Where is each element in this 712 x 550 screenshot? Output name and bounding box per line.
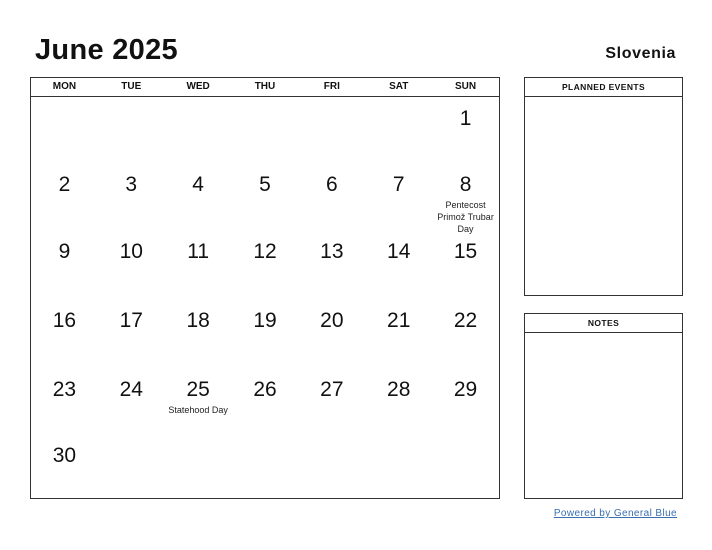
day-number: 12 [253, 240, 277, 263]
day-number: 22 [453, 309, 478, 332]
weekday-tue: TUE [121, 81, 142, 92]
day-number: 16 [52, 309, 77, 332]
day-number: 4 [192, 173, 204, 196]
day-number: 20 [320, 309, 344, 332]
day-cell [165, 299, 232, 368]
day-cell [298, 97, 365, 163]
notes-panel [524, 313, 683, 499]
day-cell [98, 299, 165, 368]
day-cell [31, 299, 98, 368]
day-cell [298, 230, 365, 299]
month-calendar [30, 77, 500, 499]
day-cell [232, 230, 299, 299]
holiday-text: Day [457, 224, 474, 234]
day-number: 24 [119, 378, 143, 401]
day-cell [31, 230, 98, 299]
day-number: 27 [320, 378, 344, 401]
day-number [298, 434, 365, 444]
day-cell [98, 97, 165, 163]
day-number [98, 434, 165, 444]
day-cell [298, 299, 365, 368]
day-number: 8 [459, 173, 472, 196]
day-cell [98, 434, 165, 501]
day-cell [232, 299, 299, 368]
day-cell [98, 368, 165, 434]
day-cell [432, 230, 499, 299]
day-number: 14 [387, 240, 411, 263]
day-cell [365, 163, 432, 230]
day-cell [165, 97, 232, 163]
day-number [232, 97, 299, 107]
day-number: 9 [58, 240, 71, 263]
day-cell [298, 368, 365, 434]
day-number: 11 [187, 240, 210, 263]
day-cell [298, 434, 365, 501]
day-cell [165, 163, 232, 230]
day-number: 2 [58, 173, 71, 196]
day-number: 26 [253, 378, 277, 401]
day-number [365, 97, 432, 107]
day-cell [98, 230, 165, 299]
day-number: 10 [119, 240, 143, 263]
weekday-header-row [31, 78, 499, 97]
country-label: Slovenia [605, 45, 676, 62]
day-number: 19 [253, 309, 277, 332]
day-number: 17 [119, 309, 143, 332]
day-cell [31, 368, 98, 434]
powered-by-link[interactable]: Powered by General Blue [553, 508, 677, 519]
day-cell [298, 163, 365, 230]
holiday-text: Primož Trubar [437, 212, 494, 222]
calendar-grid [31, 97, 499, 501]
day-number [31, 97, 98, 107]
planned-events-panel [524, 77, 683, 296]
day-number: 13 [320, 240, 344, 263]
holiday-text: Pentecost [445, 200, 486, 210]
weekday-mon: MON [52, 81, 77, 92]
day-number [165, 434, 232, 444]
planned-events-header: PLANNED EVENTS [525, 78, 682, 97]
day-cell [432, 368, 499, 434]
day-number: 15 [453, 240, 478, 263]
day-cell [232, 368, 299, 434]
day-number [98, 97, 165, 107]
day-number [165, 97, 232, 107]
day-number: 7 [392, 173, 405, 196]
day-cell [232, 97, 299, 163]
day-number: 3 [125, 173, 138, 196]
weekday-fri: FRI [323, 81, 340, 92]
day-cell [365, 368, 432, 434]
day-number: 1 [459, 107, 472, 130]
weekday-sun: SUN [455, 81, 477, 92]
day-cell [432, 434, 499, 501]
day-cell [165, 434, 232, 501]
weekday-thu: THU [254, 81, 276, 92]
day-cell [432, 97, 499, 163]
day-cell [165, 368, 232, 434]
day-cell [365, 434, 432, 501]
day-number: 25 [186, 378, 210, 401]
day-cell [31, 434, 98, 501]
day-cell [432, 299, 499, 368]
day-number: 6 [326, 173, 338, 196]
day-cell [31, 163, 98, 230]
day-number [432, 434, 499, 444]
calendar-title: June 2025 [35, 34, 178, 66]
day-number: 21 [387, 309, 411, 332]
day-number: 23 [52, 378, 77, 401]
day-cell [365, 230, 432, 299]
day-cell [365, 299, 432, 368]
day-number [365, 434, 432, 444]
day-number: 5 [259, 173, 271, 196]
holiday-text: Statehood Day [168, 405, 228, 415]
day-cell [232, 163, 299, 230]
day-number: 18 [186, 309, 210, 332]
day-cell [165, 230, 232, 299]
day-cell [432, 163, 499, 234]
day-number: 30 [52, 444, 77, 467]
weekday-sat: SAT [389, 81, 409, 92]
holiday-label [165, 404, 232, 416]
day-number: 29 [453, 378, 478, 401]
day-cell [98, 163, 165, 230]
day-number [232, 434, 299, 444]
day-cell [365, 97, 432, 163]
day-cell [232, 434, 299, 501]
notes-header: NOTES [525, 314, 682, 333]
day-cell [31, 97, 98, 163]
weekday-wed: WED [186, 81, 210, 92]
day-number: 28 [387, 378, 411, 401]
day-number [298, 97, 365, 107]
